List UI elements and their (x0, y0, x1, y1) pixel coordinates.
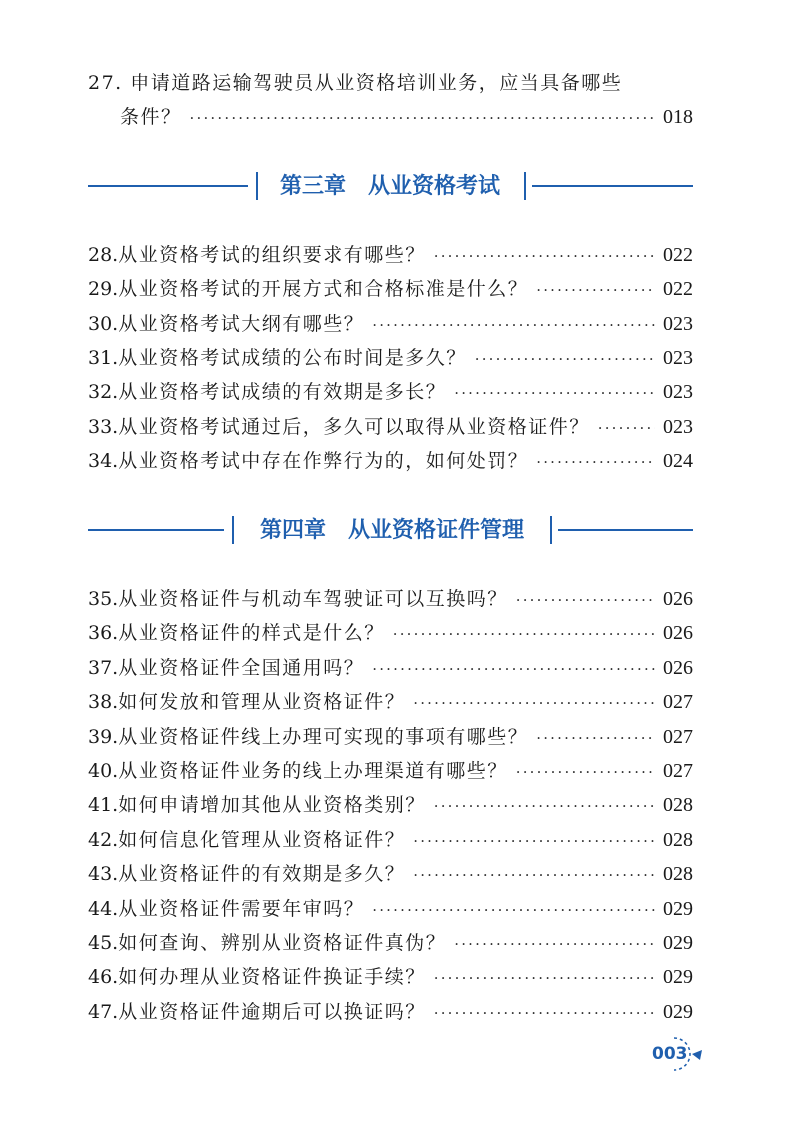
dot-leader (413, 860, 655, 890)
toc-entry[interactable] (88, 240, 693, 270)
toc-entry[interactable] (88, 377, 693, 407)
heading-bar-right (524, 172, 526, 200)
toc-entry-27-line1[interactable] (88, 68, 622, 98)
heading-rule-right (558, 529, 693, 531)
entry-number: 36. (88, 622, 119, 645)
toc-entry[interactable] (88, 412, 693, 442)
entry-number: 30. (88, 312, 119, 335)
entry-number: 45. (88, 932, 119, 954)
entry-number: 31. (88, 346, 119, 369)
toc-entry[interactable] (88, 687, 693, 717)
entry-title: 申请道路运输驾驶员从业资格培训业务，应当具备哪些 (130, 72, 623, 94)
entry-number: 28. (88, 244, 119, 266)
toc-entry[interactable] (88, 618, 693, 648)
entry-page-number: 027 (663, 725, 693, 748)
entry-page-number: 027 (663, 691, 693, 714)
toc-entry[interactable] (88, 790, 693, 820)
entry-page-number: 027 (663, 760, 693, 782)
entry-title: 从业资格证件逾期后可以换证吗？ (118, 1000, 426, 1023)
entry-page-number: 026 (663, 622, 693, 645)
entry-title: 如何信息化管理从业资格证件？ (118, 828, 406, 851)
entry-page-number: 018 (663, 106, 693, 128)
toc-entry[interactable] (88, 309, 693, 339)
entry-title: 从业资格考试通过后，多久可以取得从业资格证件？ (118, 415, 590, 438)
entry-page-number: 029 (663, 966, 693, 989)
entry-number: 44. (88, 897, 119, 920)
toc-entry[interactable] (88, 584, 693, 614)
entry-title: 从业资格考试成绩的公布时间是多久？ (118, 346, 467, 369)
entry-number: 40. (88, 760, 119, 782)
entry-number: 32. (88, 381, 119, 404)
entry-number: 38. (88, 691, 119, 714)
entry-number: 39. (88, 725, 119, 748)
toc-entry[interactable] (88, 446, 693, 476)
dot-leader (393, 619, 655, 649)
dot-leader (598, 413, 655, 443)
entry-page-number: 024 (663, 449, 693, 472)
dot-leader (536, 275, 655, 305)
entry-number: 29. (88, 278, 119, 301)
chapter-name: 从业资格考试 (368, 173, 501, 199)
chapter-3-heading (88, 168, 693, 204)
entry-number: 42. (88, 828, 119, 851)
entry-page-number: 029 (663, 1000, 693, 1023)
dot-leader (372, 654, 655, 684)
entry-page-number: 023 (663, 346, 693, 369)
entry-page-number: 028 (663, 794, 693, 817)
dot-leader (454, 378, 655, 408)
chapter-label: 第四章 (259, 517, 326, 543)
entry-title: 从业资格考试的开展方式和合格标准是什么？ (118, 278, 529, 301)
toc-entry[interactable] (88, 274, 693, 304)
toc-entry[interactable] (88, 756, 693, 786)
entry-page-number: 023 (663, 312, 693, 335)
entry-page-number: 023 (663, 381, 693, 404)
entry-title: 从业资格考试成绩的有效期是多长？ (118, 381, 447, 404)
dot-leader (413, 688, 655, 718)
chapter-4-heading (88, 512, 693, 548)
dot-leader (454, 929, 655, 959)
dot-leader (190, 103, 655, 133)
entry-title: 如何发放和管理从业资格证件？ (118, 691, 406, 714)
entry-page-number: 028 (663, 863, 693, 886)
entry-number: 46. (88, 966, 119, 989)
entry-title: 从业资格证件与机动车驾驶证可以互换吗？ (118, 588, 508, 610)
entry-title: 如何申请增加其他从业资格类别？ (118, 794, 426, 817)
heading-rule-left (88, 185, 248, 187)
entry-page-number: 026 (663, 656, 693, 679)
dot-leader (434, 791, 655, 821)
entry-title: 从业资格证件的有效期是多久？ (118, 863, 406, 886)
entry-title: 从业资格证件线上办理可实现的事项有哪些？ (118, 725, 529, 748)
entry-page-number: 029 (663, 897, 693, 920)
entry-number: 47. (88, 1000, 119, 1023)
entry-number: 43. (88, 863, 119, 886)
dot-leader (516, 585, 655, 615)
dot-leader (372, 895, 655, 925)
toc-entry[interactable] (88, 722, 693, 752)
dot-leader (536, 447, 655, 477)
heading-bar-left (232, 516, 234, 544)
dot-leader (413, 826, 655, 856)
entry-page-number: 028 (663, 828, 693, 851)
entry-title: 如何办理从业资格证件换证手续？ (118, 966, 426, 989)
dot-leader (434, 963, 655, 993)
entry-title: 从业资格考试的组织要求有哪些？ (118, 244, 426, 266)
toc-entry[interactable] (88, 825, 693, 855)
entry-number: 34. (88, 449, 119, 472)
entry-page-number: 026 (663, 588, 693, 610)
entry-title: 如何查询、辨别从业资格证件真伪？ (118, 932, 447, 954)
toc-entry[interactable] (88, 859, 693, 889)
entry-title: 从业资格考试大纲有哪些？ (118, 312, 365, 335)
entry-page-number: 023 (663, 415, 693, 438)
entry-number: 27. (88, 72, 123, 94)
chapter-label: 第三章 (279, 173, 346, 199)
page-folio (644, 1034, 704, 1074)
heading-bar-right (550, 516, 552, 544)
entry-title: 从业资格证件需要年审吗？ (118, 897, 365, 920)
folio-page-number: 003 (652, 1044, 688, 1064)
dot-leader (536, 723, 655, 753)
entry-title: 从业资格证件业务的线上办理渠道有哪些？ (118, 760, 508, 782)
heading-bar-left (256, 172, 258, 200)
entry-page-number: 022 (663, 244, 693, 266)
dot-leader (475, 344, 655, 374)
toc-entry[interactable] (88, 894, 693, 924)
toc-entry[interactable] (88, 653, 693, 683)
chapter-title (242, 512, 542, 548)
toc-entry[interactable] (88, 997, 693, 1027)
entry-number: 37. (88, 656, 119, 679)
toc-entry-27-line2[interactable] (120, 102, 693, 133)
entry-title: 从业资格证件全国通用吗？ (118, 656, 365, 679)
dot-leader (434, 998, 655, 1028)
dot-leader (516, 757, 655, 787)
chapter-title (266, 168, 514, 204)
heading-rule-right (532, 185, 693, 187)
entry-title: 从业资格考试中存在作弊行为的，如何处罚？ (118, 449, 529, 472)
entry-number: 35. (88, 588, 119, 610)
chapter-name: 从业资格证件管理 (348, 517, 525, 543)
dot-leader (434, 241, 655, 271)
entry-number: 33. (88, 415, 119, 438)
entry-page-number: 022 (663, 278, 693, 301)
entry-page-number: 029 (663, 932, 693, 954)
entry-title: 从业资格证件的样式是什么？ (118, 622, 385, 645)
entry-title-continued: 条件？ (120, 106, 182, 128)
dot-leader (372, 310, 655, 340)
entry-number: 41. (88, 794, 119, 817)
toc-entry[interactable] (88, 343, 693, 373)
heading-rule-left (88, 529, 224, 531)
toc-entry[interactable] (88, 962, 693, 992)
toc-entry[interactable] (88, 928, 693, 958)
